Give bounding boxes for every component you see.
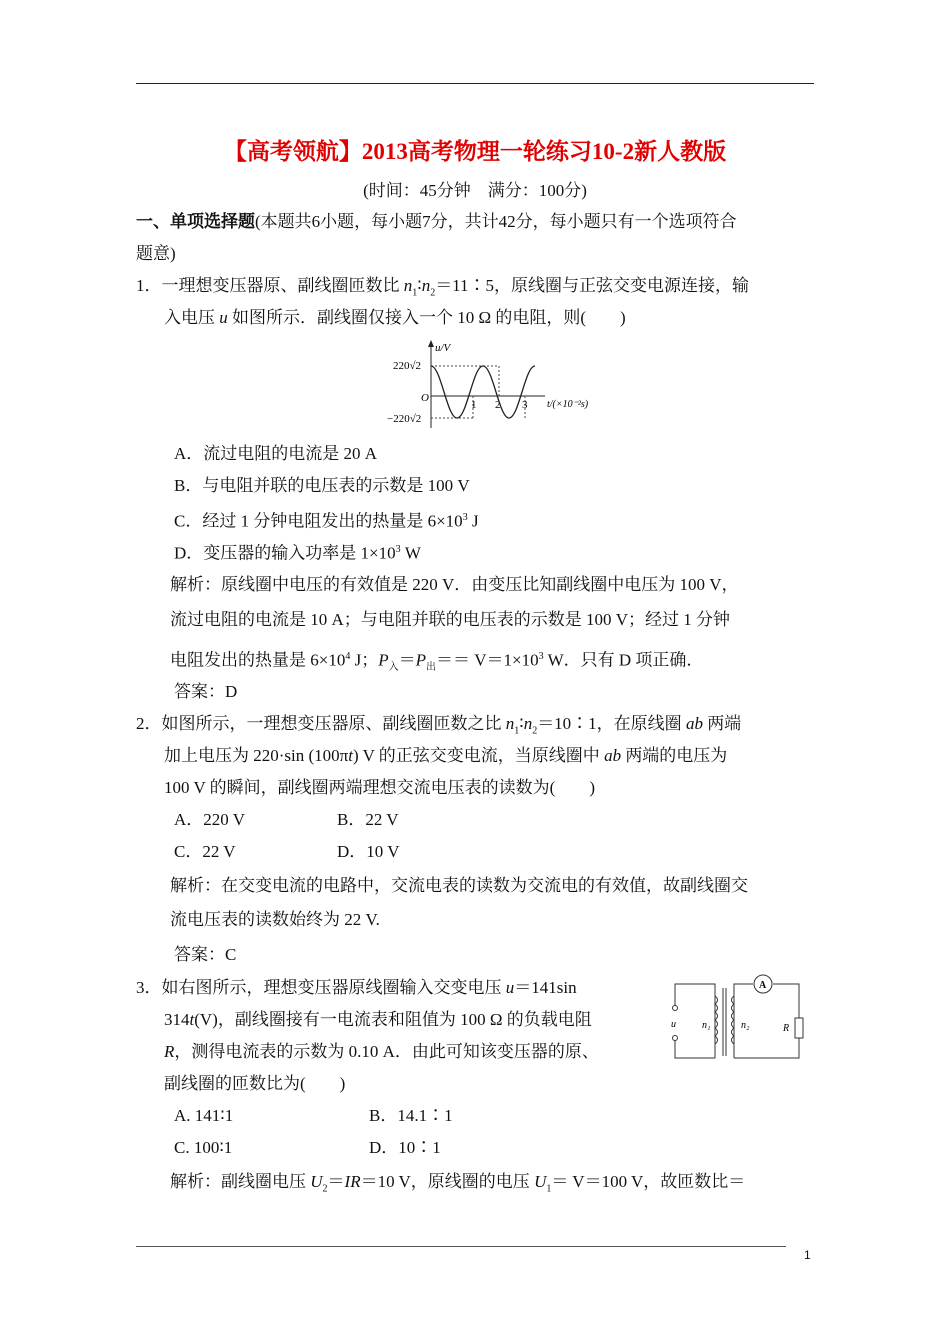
q1-option-c-unit: J: [467, 511, 479, 531]
q3-text-1a: 如右图所示，理想变压器原线圈输入交变电压: [161, 978, 506, 997]
q3-analysis-1: [170, 1170, 745, 1201]
q2-line-2: [164, 744, 727, 768]
header-rule: [136, 83, 814, 84]
q3-ana-d: ＝ V＝100 V，故匝数比＝: [551, 1172, 746, 1191]
q3-line-2: [164, 1008, 592, 1032]
q1-number: 1．: [136, 276, 162, 295]
section-heading-line: [136, 210, 737, 234]
q2-line-3: 100 V 的瞬间，副线圈两端理想交流电压表的读数为( ): [164, 778, 595, 797]
circuit-u-label: u: [671, 1019, 676, 1030]
q2-option-d[interactable]: D．10 V: [337, 842, 400, 861]
q2-analysis-2: 流电压表的读数始终为 22 V.: [170, 910, 380, 929]
q2-option-c[interactable]: C．22 V: [174, 842, 236, 861]
q3-text-2a: 314: [164, 1010, 190, 1029]
q1-analysis-1: 解析：原线圈中电压的有效值是 220 V．由变压比知副线圈中电压为 100 V，: [170, 575, 739, 594]
q1-text-2a: 入电压: [164, 308, 220, 327]
q1-analysis-2: 流过电阻的电流是 10 A；与电阻并联的电压表的示数是 100 V；经过 1 分钟: [170, 610, 731, 629]
tick-2: 2: [495, 399, 501, 411]
q1-text: 一理想变压器原、副线圈匝数比: [161, 276, 404, 295]
q2-n1: n: [505, 714, 515, 733]
q3-U1-sub: 1: [546, 1183, 552, 1195]
q3-text-1b: ＝141sin: [514, 978, 577, 997]
section-heading: 一、单项选择题: [136, 212, 255, 231]
q3-U2: U: [310, 1172, 323, 1191]
q1-ana-3c: ＝＝ V＝1×10: [436, 650, 539, 670]
q1-option-b[interactable]: B．与电阻并联的电压表的示数是 100 V: [174, 476, 470, 495]
q1-n2-sub: 2: [430, 287, 436, 299]
q3-number: 3．: [136, 978, 162, 997]
circuit-n2-label: n₂: [741, 1020, 750, 1031]
q3-line-4: 副线圈的匝数比为( ): [164, 1074, 346, 1093]
q2-text-2a: 加上电压为 220·sin (100π: [164, 746, 349, 765]
q3-ana-b: ＝: [327, 1172, 345, 1191]
q1-n2: n: [421, 276, 431, 295]
origin-label: O: [421, 392, 429, 404]
y-min-label: −220√2: [387, 413, 422, 425]
q1-option-a[interactable]: A．流过电阻的电流是 20 A: [174, 444, 378, 463]
q2-text-2b: ) V 的正弦交变电流，当原线圈中: [352, 746, 605, 765]
q1-ana-3-sup2: 3: [538, 651, 544, 662]
q3-option-b[interactable]: B．14.1∶1: [369, 1106, 453, 1125]
q3-text-2b: (V)，副线圈接有一电流表和阻值为 100 Ω 的负载电阻: [194, 1010, 592, 1029]
q3-option-a[interactable]: A. 141∶1: [174, 1106, 234, 1125]
q2-text-1c: 两端: [702, 714, 742, 733]
q2-t: t: [348, 746, 353, 765]
q2-answer: 答案：C: [174, 945, 237, 964]
section-note-2: 题意): [136, 244, 176, 263]
q1-option-c-text: C．经过 1 分钟电阻发出的热量是 6×10: [174, 511, 463, 531]
q1-n1-sub: 1: [412, 287, 418, 299]
q1-ana-3a: 电阻发出的热量是 6×10: [170, 650, 346, 670]
tick-3: 3: [522, 399, 528, 411]
terminal-bottom: [673, 1036, 678, 1041]
q1-option-d-text: D．变压器的输入功率是 1×10: [174, 543, 396, 563]
q2-n2: n: [523, 714, 533, 733]
q3-line-3: [164, 1040, 599, 1064]
q1-text-2b: 如图所示．副线圈仅接入一个 10 Ω 的电阻，则( ): [227, 308, 626, 327]
q3-ana-c: ＝10 V，原线圈的电压: [360, 1172, 535, 1191]
q1-u: u: [219, 308, 228, 327]
primary-coil: [715, 996, 718, 1044]
tick-1: 1: [471, 399, 477, 411]
q3-option-d[interactable]: D．10∶1: [369, 1138, 441, 1157]
voltage-waveform-figure: [385, 338, 610, 433]
footer-rule: [136, 1246, 786, 1247]
q2-n2-sub: 2: [532, 725, 538, 737]
page-number: 1: [804, 1248, 811, 1262]
q3-option-c[interactable]: C. 100∶1: [174, 1138, 233, 1157]
q2-text-1b: ＝10∶1，在原线圈: [537, 714, 686, 733]
resistor-icon: [795, 1018, 803, 1038]
q2-ab-2: ab: [604, 746, 622, 765]
q1-ana-3-sup: 4: [345, 651, 351, 662]
q2-colon: ∶: [519, 714, 524, 733]
q2-text-1a: 如图所示，一理想变压器原、副线圈匝数之比: [161, 714, 506, 733]
q2-option-b[interactable]: B．22 V: [337, 810, 399, 829]
q1-option-d[interactable]: [174, 538, 421, 566]
exam-info: (时间：45分钟 满分：100分): [363, 181, 587, 200]
q1-text-b: ＝11∶5，原线圈与正弦交变电源连接，输: [435, 276, 750, 295]
q1-line-1: [136, 274, 749, 305]
q1-ana-eq: ＝: [398, 650, 416, 670]
y-axis-label: u/V: [435, 342, 451, 354]
q1-analysis-3: [170, 645, 703, 680]
q2-analysis-1: 解析：在交变电流的电路中，交流电表的读数为交流电的有效值，故副线圈交: [170, 876, 748, 895]
q1-option-c-sup: 3: [462, 512, 468, 523]
q2-line-1: [136, 712, 741, 743]
q2-option-a[interactable]: A．220 V: [174, 810, 245, 829]
q2-n1-sub: 1: [514, 725, 520, 737]
q1-colon: ∶: [417, 276, 422, 295]
transformer-circuit-figure: [665, 970, 805, 1072]
ammeter-label: A: [759, 980, 767, 991]
q1-p-in: P: [378, 650, 389, 670]
q1-p-in-sub: 入: [388, 662, 399, 674]
terminal-top: [673, 1006, 678, 1011]
circuit-R-label: R: [783, 1023, 790, 1034]
q2-number: 2．: [136, 714, 162, 733]
y-max-label: 220√2: [393, 360, 422, 372]
page-title: 【高考领航】2013高考物理一轮练习10-2新人教版: [223, 139, 727, 164]
section-note: (本题共6小题，每小题7分，共计42分，每小题只有一个选项符合: [255, 212, 737, 231]
q3-text-3b: ，测得电流表的示数为 0.10 A．由此可知该变压器的原、: [174, 1042, 599, 1061]
q1-p-out-sub: 出: [426, 662, 436, 674]
q1-ana-3d: W．只有 D 项正确．: [543, 650, 704, 670]
q1-answer: 答案：D: [174, 682, 238, 701]
q1-option-d-sup: 3: [395, 544, 401, 555]
q2-text-2c: 两端的电压为: [621, 746, 728, 765]
q1-line-2: [164, 306, 626, 330]
q1-p-out: P: [415, 650, 426, 670]
q1-ana-3b: J；: [350, 650, 379, 670]
q1-n1: n: [403, 276, 413, 295]
q2-ab: ab: [685, 714, 703, 733]
q3-ana-a: 解析：副线圈电压: [170, 1172, 311, 1191]
y-axis-arrow: [428, 340, 434, 347]
q3-R: R: [164, 1042, 175, 1061]
circuit-n1-label: n₁: [702, 1020, 711, 1031]
q3-t: t: [189, 1010, 195, 1029]
q3-U1: U: [534, 1172, 547, 1191]
q3-IR: IR: [344, 1172, 361, 1191]
q3-U2-sub: 2: [322, 1183, 328, 1195]
q3-u: u: [505, 978, 515, 997]
sine-curve: [431, 366, 535, 418]
q3-line-1: [136, 976, 577, 1000]
x-axis-label: t/(×10⁻²s): [547, 399, 589, 410]
q1-option-d-unit: W: [400, 543, 421, 563]
q1-option-c[interactable]: [174, 506, 479, 534]
